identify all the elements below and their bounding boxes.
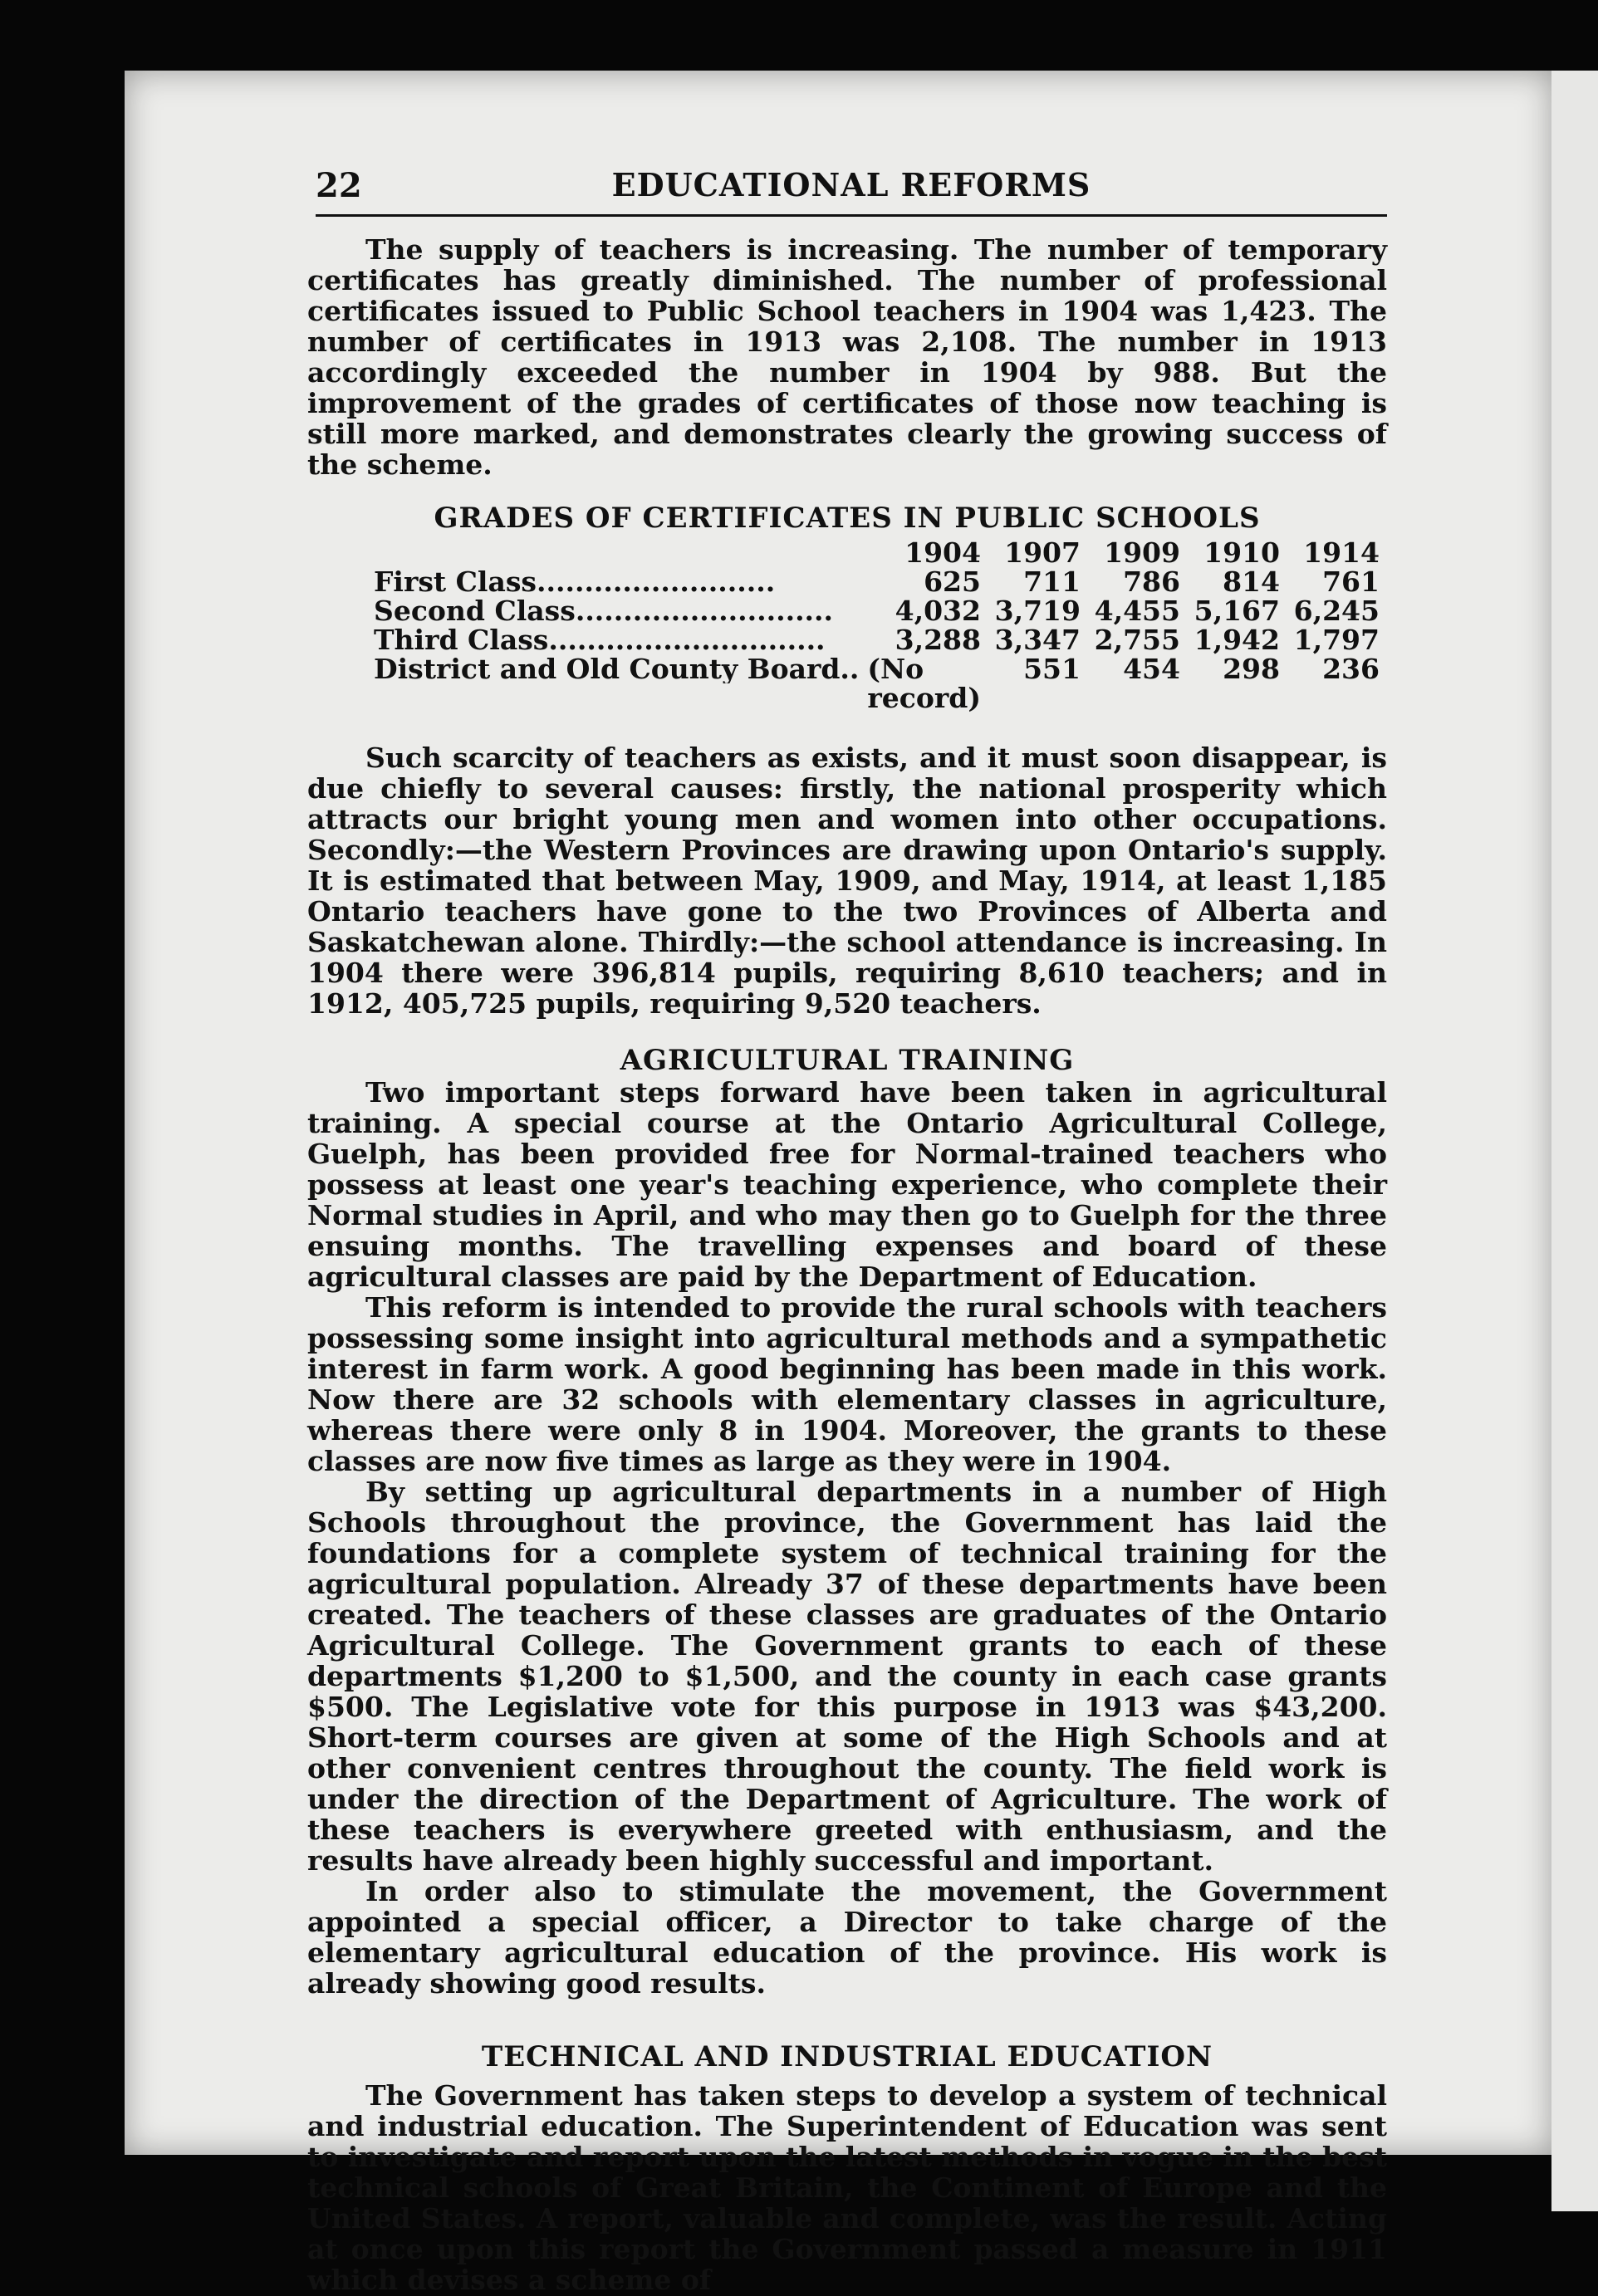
table-cell: 236 <box>1322 653 1380 685</box>
table-row <box>374 567 1380 596</box>
table-cell: 625 <box>924 565 981 598</box>
paragraph-agri-departments: By setting up agricultural departments in a number of High Schools throughout the province, the Government has laid the foundations for a complete system of technical training for the agricultural population. Already 37 of these departments have been created. The teachers of these classes are graduates of the Ontario Agricultural College. The Government grants to each of these departments $1,200 to $1,500, and the county in each case grants $500. The Legislative vote for this purpose in 1913 was $43,200. Short-term courses are given at some of the High Schools and at other convenient centres throughout the county. The field work is under the direction of the Department of Agriculture. The work of these teachers is everywhere greeted with enthusiasm, and the results have already been highly successful and important. <box>307 1476 1387 1877</box>
facing-page-edge <box>1551 71 1598 2211</box>
table-row <box>374 596 1380 625</box>
table-cell: 6,245 <box>1293 595 1380 627</box>
table-cell: 761 <box>1322 565 1380 598</box>
table-cell: 4,032 <box>895 595 981 627</box>
year-header: 1914 <box>1303 536 1380 569</box>
page-header <box>316 166 1387 217</box>
table-cell: 5,167 <box>1194 595 1280 627</box>
table-cell-continuation: record) <box>867 682 981 714</box>
table-cell: 551 <box>1023 653 1081 685</box>
row-label: District and Old County Board.. <box>374 654 860 683</box>
year-header: 1907 <box>1004 536 1081 569</box>
table-cell: 1,942 <box>1194 624 1280 656</box>
year-header: 1904 <box>904 536 981 569</box>
table-cell: 786 <box>1123 565 1180 598</box>
table-cell: 3,347 <box>994 624 1081 656</box>
heading-technical-education: TECHNICAL AND INDUSTRIAL EDUCATION <box>481 2040 1213 2073</box>
paragraph-technical: The Government has taken steps to develop a system of technical and industrial education. The Superintendent of Education was sent to investigate and report upon the latest methods in vogue in the best technical schools of Great Britain, the Continent of Europe and the United States. A report, valuable and complete, was the result. Acting at once upon this report the Government passed a measure in 1911 which devises a scheme of <box>307 2079 1387 2296</box>
table-cell: 454 <box>1123 653 1180 685</box>
row-label: Second Class........................... <box>374 596 834 625</box>
page-number: 22 <box>316 166 362 205</box>
row-label: First Class......................... <box>374 567 776 596</box>
paragraph-teacher-supply: The supply of teachers is increasing. The number of temporary certificates has greatly diminished. The number of professional certificates issued to Public School teachers in 1904 was 1,423. The number of certificates in 1913 was 2,108. The number in 1913 accordingly exceeded the number in 1904 by 988. But the improvement of the grades of certificates of those now teaching is still more marked, and demonstrates clearly the growing success of the scheme. <box>307 233 1387 481</box>
table-row <box>374 625 1380 654</box>
heading-grades-of-certificates: GRADES OF CERTIFICATES IN PUBLIC SCHOOLS <box>434 502 1261 535</box>
table-cell: 3,719 <box>994 595 1081 627</box>
year-header: 1910 <box>1203 536 1280 569</box>
year-header: 1909 <box>1104 536 1180 569</box>
table-cell-empty <box>1280 683 1380 712</box>
table-cell-empty <box>1180 683 1280 712</box>
table-cell-empty <box>1081 683 1180 712</box>
paragraph-agri-steps: Two important steps forward have been taken in agricultural training. A special course at the Ontario Agricultural College, Guelph, has been provided free for Normal-trained teachers who possess at least one year's teaching experience, who complete their Normal studies in April, and who may then go to Guelph for the three ensuing months. The travelling expenses and board of these agricultural classes are paid by the Department of Education. <box>307 1076 1387 1293</box>
heading-agricultural-training: AGRICULTURAL TRAINING <box>620 1044 1075 1077</box>
table-row <box>374 654 1380 683</box>
paragraph-agri-reform: This reform is intended to provide the rural schools with teachers possessing some insight into agricultural methods and a sympathetic interest in farm work. A good beginning has been made in this work. Now there are 32 schools with elementary classes in agriculture, whereas there were only 8 in 1904. Moreover, the grants to these classes are now five times as large as they were in 1904. <box>307 1291 1387 1477</box>
table-cell: (No <box>867 653 924 685</box>
running-title: EDUCATIONAL REFORMS <box>611 166 1091 203</box>
table-cell: 814 <box>1223 565 1280 598</box>
table-cell: 4,455 <box>1094 595 1180 627</box>
row-label: Third Class............................. <box>374 625 826 654</box>
table-row <box>374 683 1380 712</box>
table-cell: 298 <box>1223 653 1280 685</box>
table-cell: 1,797 <box>1293 624 1380 656</box>
paragraph-agri-director: In order also to stimulate the movement, the Government appointed a special officer, a Director to take charge of the elementary agricultural education of the province. His work is already showing good results. <box>307 1875 1387 2000</box>
table-cell: 711 <box>1023 565 1081 598</box>
paragraph-teacher-scarcity: Such scarcity of teachers as exists, and it must soon disappear, is due chiefly to several causes: firstly, the national prosperity which attracts our bright young men and women into other occupations. Secondly:—the Western Provinces are drawing upon Ontario's supply. It is estimated that between May, 1909, and May, 1914, at least 1,185 Ontario teachers have gone to the two Provinces of Alberta and Saskatchewan alone. Thirdly:—the school attendance is increasing. In 1904 there were 396,814 pupils, requiring 8,610 teachers; and in 1912, 405,725 pupils, requiring 9,520 teachers. <box>307 742 1387 1020</box>
table-cell: 3,288 <box>895 624 981 656</box>
table-cell-empty <box>981 683 1081 712</box>
page-body <box>307 234 1387 2295</box>
table-header-blank <box>374 538 859 567</box>
table-header-row <box>374 538 1380 567</box>
certificates-table <box>374 538 1380 712</box>
table-cell: 2,755 <box>1094 624 1180 656</box>
row-label-blank <box>374 683 859 712</box>
